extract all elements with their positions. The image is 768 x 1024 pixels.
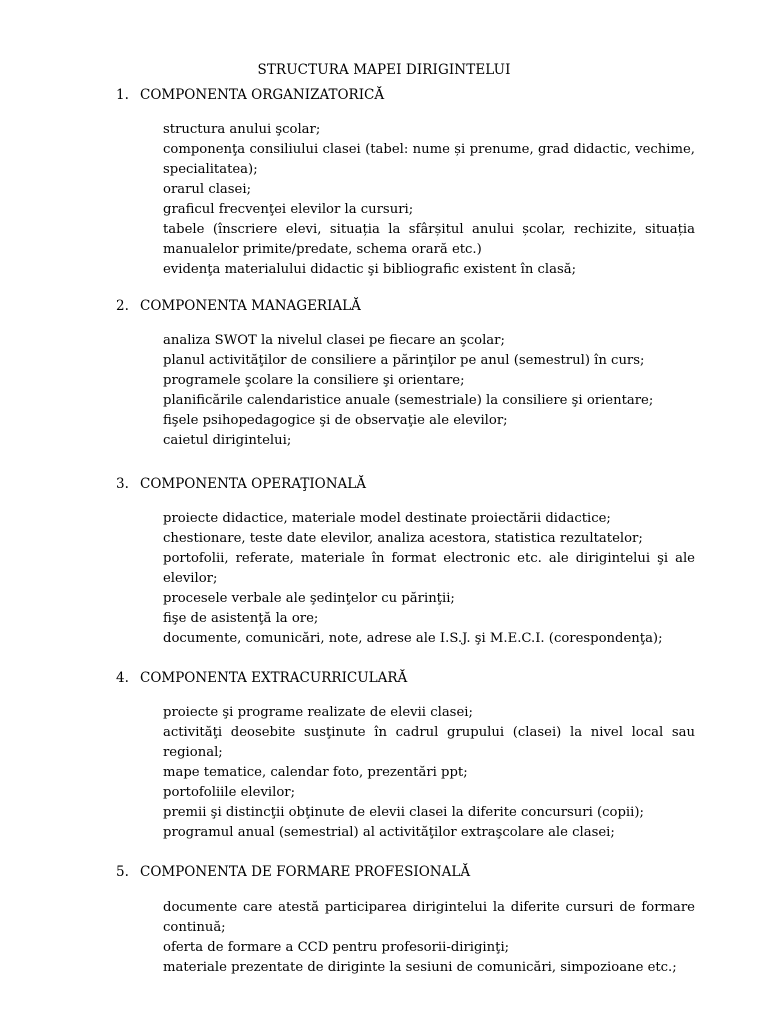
list-item-text: analiza SWOT la nivelul clasei pe fiecare an şcolar;: [163, 333, 505, 348]
bullet-list: [0, 703, 768, 843]
section-number: 5.: [116, 864, 129, 880]
list-item-text: portofoliile elevilor;: [163, 785, 296, 800]
list-item: [0, 589, 695, 609]
list-item: [0, 783, 695, 803]
list-item: [0, 331, 695, 351]
list-item: [0, 938, 695, 958]
list-item: [0, 180, 695, 200]
section-title: COMPONENTA ORGANIZATORICĂ: [140, 87, 385, 103]
list-item: [0, 411, 695, 431]
list-item-text: documente, comunicări, note, adrese ale I.S.J. şi M.E.C.I. (corespondenţa);: [163, 631, 663, 646]
list-item: [0, 898, 695, 938]
list-item: [0, 609, 695, 629]
list-item-text: documente care atestă participarea dirigintelui la diferite cursuri de formare continuă;: [163, 900, 695, 935]
list-item: [0, 823, 695, 843]
list-item: [0, 140, 695, 180]
section-extracurriculara: [0, 668, 768, 840]
list-item: [0, 549, 695, 589]
section-title: COMPONENTA EXTRACURRICULARĂ: [140, 670, 408, 686]
list-item-text: activităţi deosebite susţinute în cadrul grupului (clasei) la nivel local sau regional;: [163, 725, 695, 760]
list-item-text: premii şi distincţii obţinute de elevii clasei la diferite concursuri (copii);: [163, 805, 644, 820]
list-item-text: fişele psihopedagogice şi de observaţie ale elevilor;: [163, 413, 508, 428]
bullet-list: [0, 509, 768, 649]
list-item-text: programele şcolare la consiliere şi orientare;: [163, 373, 465, 388]
list-item-text: programul anual (semestrial) al activităţilor extraşcolare ale clasei;: [163, 825, 615, 840]
list-item-text: graficul frecvenţei elevilor la cursuri;: [163, 202, 414, 217]
list-item-text: proiecte şi programe realizate de elevii clasei;: [163, 705, 473, 720]
list-item-text: structura anului şcolar;: [163, 122, 321, 137]
list-item-text: procesele verbale ale şedinţelor cu părinţii;: [163, 591, 455, 606]
section-heading: [0, 296, 768, 316]
bullet-list: [0, 331, 768, 451]
list-item: [0, 260, 695, 280]
list-item: [0, 431, 695, 451]
section-manageriala: [0, 296, 768, 448]
list-item: [0, 529, 695, 549]
section-heading: [0, 862, 768, 882]
bullet-list: [0, 898, 768, 978]
list-item-text: planificările calendaristice anuale (semestriale) la consiliere şi orientare;: [163, 393, 654, 408]
list-item-text: componenţa consiliului clasei (tabel: nume și prenume, grad didactic, vechime, specialitatea);: [163, 142, 695, 177]
list-item: [0, 391, 695, 411]
list-item-text: mape tematice, calendar foto, prezentări ppt;: [163, 765, 468, 780]
list-item: [0, 703, 695, 723]
bullet-list: [0, 120, 768, 280]
list-item: [0, 351, 695, 371]
list-item-text: fişe de asistenţă la ore;: [163, 611, 319, 626]
list-item: [0, 509, 695, 529]
section-heading: [0, 85, 768, 105]
section-number: 2.: [116, 298, 129, 314]
list-item: [0, 220, 695, 260]
list-item-text: tabele (înscriere elevi, situația la sfârșitul anului școlar, rechizite, situația manualelor primite/predate, schema orară etc.): [163, 222, 695, 257]
section-number: 1.: [116, 87, 129, 103]
list-item-text: oferta de formare a CCD pentru profesorii-diriginţi;: [163, 940, 510, 955]
section-operationala: [0, 474, 768, 646]
section-formare-profesionala: [0, 862, 768, 975]
section-organizatorica: [0, 85, 768, 277]
list-item: [0, 723, 695, 763]
list-item: [0, 629, 695, 649]
list-item: [0, 958, 695, 978]
list-item: [0, 200, 695, 220]
list-item-text: portofolii, referate, materiale în format electronic etc. ale dirigintelui şi ale elevilor;: [163, 551, 695, 586]
section-number: 4.: [116, 670, 129, 686]
section-heading: [0, 474, 768, 494]
list-item-text: caietul dirigintelui;: [163, 433, 292, 448]
list-item-text: evidenţa materialului didactic şi bibliografic existent în clasă;: [163, 262, 577, 277]
list-item: [0, 120, 695, 140]
section-title: COMPONENTA OPERAŢIONALĂ: [140, 476, 367, 492]
list-item-text: orarul clasei;: [163, 182, 252, 197]
list-item-text: materiale prezentate de diriginte la sesiuni de comunicări, simpozioane etc.;: [163, 960, 677, 975]
section-title: COMPONENTA DE FORMARE PROFESIONALĂ: [140, 864, 471, 880]
section-number: 3.: [116, 476, 129, 492]
section-heading: [0, 668, 768, 688]
document-title: STRUCTURA MAPEI DIRIGINTELUI: [257, 62, 511, 78]
list-item-text: planul activităţilor de consiliere a părinţilor pe anul (semestrul) în curs;: [163, 353, 645, 368]
list-item-text: chestionare, teste date elevilor, analiza acestora, statistica rezultatelor;: [163, 531, 643, 546]
list-item: [0, 803, 695, 823]
section-title: COMPONENTA MANAGERIALĂ: [140, 298, 361, 314]
list-item-text: proiecte didactice, materiale model destinate proiectării didactice;: [163, 511, 611, 526]
list-item: [0, 763, 695, 783]
list-item: [0, 371, 695, 391]
